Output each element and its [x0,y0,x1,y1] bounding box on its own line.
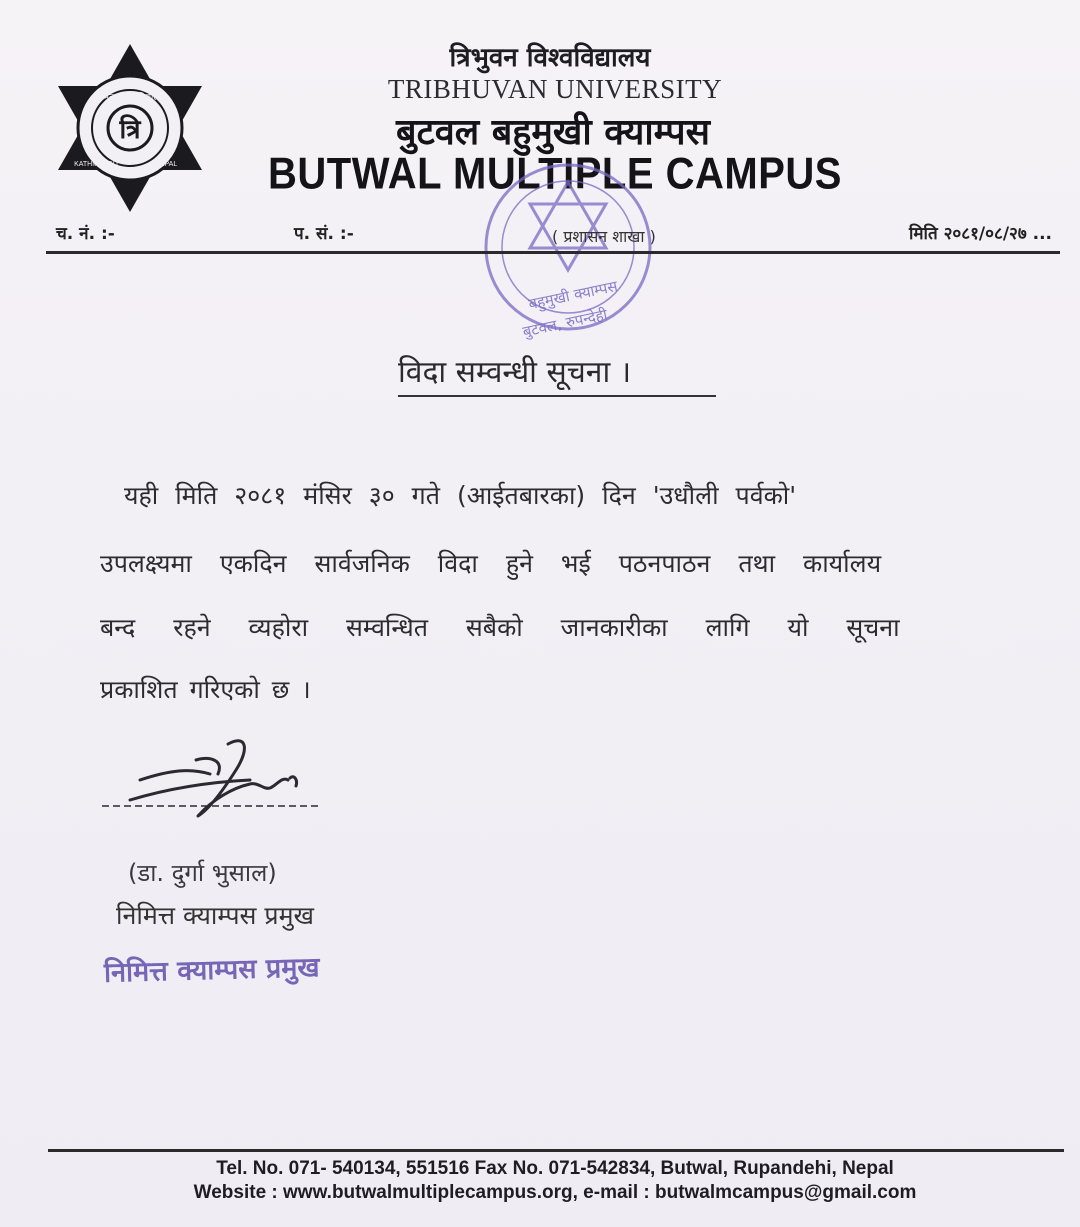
signatory-title: निमित्त क्याम्पस प्रमुख [116,901,314,930]
notice-body-line: यही मिति २०८१ मंसिर ३० गते (आईतबारका) दिन 'उधौली पर्वको' [124,481,797,510]
notice-body-line: बन्द रहने व्यहोरा सम्वन्धित सबैको जानकारीका लागि यो सूचना [100,613,900,642]
campus-name-nepali: बुटवल बहुमुखी क्याम्पस [396,112,710,153]
subject-underline [398,395,716,397]
logo-top-text: त्रिभुवन विश्वविद्यालय [95,93,165,103]
footer-divider [48,1149,1064,1152]
date-label: मिति २०८१/०८/२७ ... [908,224,1052,244]
branch-label: ( प्रशासन शाखा ) [552,227,656,246]
signatory-name: (डा. दुर्गा भुसाल) [128,859,277,887]
letter-number-label: च. नं. :- [56,224,115,244]
notice-body-line: प्रकाशित गरिएको छ । [100,675,311,704]
logo-left-text: KATHMANDU [74,161,118,168]
svg-text:त्रि: त्रि [119,115,141,145]
header-divider [46,251,1060,254]
notice-body-line: उपलक्ष्यमा एकदिन सार्वजनिक विदा हुने भई पठनपाठन तथा कार्यालय [100,549,882,578]
reference-row [0,221,1080,249]
logo-right-text: NEPAL [154,161,178,168]
university-name-english: TRIBHUVAN UNIVERSITY [387,74,723,104]
stamp-line-1: बहुमुखी क्याम्पस [526,276,620,314]
stamp-line-2: बुटवल, रुपन्देही [520,305,609,341]
notice-subject: विदा सम्वन्धी सूचना । [398,355,632,390]
correspondence-number-label: प. सं. :- [294,224,354,244]
footer-contact: Tel. No. 071- 540134, 551516 Fax No. 071-542834, Butwal, Rupandehi, Nepal [216,1158,894,1179]
university-name-nepali: त्रिभुवन विश्वविद्यालय [449,43,651,73]
signatory-stamp: निमित्त क्याम्पस प्रमुख [103,952,320,989]
campus-name-english: BUTWAL MULTIPLE CAMPUS [268,149,842,199]
footer-web: Website : www.butwalmultiplecampus.org, e-mail : butwalmcampus@gmail.com [193,1182,917,1203]
handwritten-signature [100,730,340,840]
